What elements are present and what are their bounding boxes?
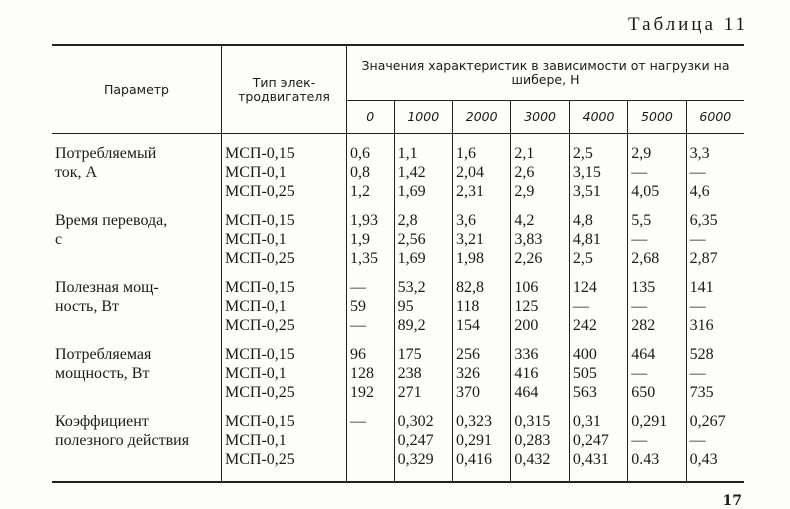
header-load: 1000 <box>394 101 452 134</box>
value-cell: 6,35 <box>689 212 718 229</box>
value-cell: 1,1 <box>394 144 452 163</box>
header-param: Параметр <box>52 45 222 134</box>
value-cell: 650 <box>628 383 686 402</box>
param-cell: Потребляемый <box>52 144 222 163</box>
value-cell: — <box>689 365 706 382</box>
value-cell: 106 <box>511 278 569 297</box>
value-cell: 0,43 <box>689 451 718 468</box>
motor-cell: МСП-0,25 <box>222 383 347 402</box>
value-cell: 2,8 <box>394 211 452 230</box>
value-cell: — <box>347 278 395 297</box>
value-cell: 0.43 <box>628 450 686 469</box>
value-cell: 0,291 <box>452 431 510 450</box>
value-cell: 2,68 <box>628 249 686 268</box>
value-cell: 336 <box>511 345 569 364</box>
value-cell: 0,267 <box>689 413 726 430</box>
param-cell: полезного действия <box>52 431 222 450</box>
value-cell: — <box>628 230 686 249</box>
table-row <box>52 316 744 335</box>
value-cell: 271 <box>394 383 452 402</box>
characteristics-table <box>52 44 744 483</box>
value-cell: 3,51 <box>569 182 627 201</box>
table-row <box>52 297 744 316</box>
value-cell: 1,2 <box>347 182 395 201</box>
value-cell: 2,5 <box>569 144 627 163</box>
value-cell: 326 <box>452 364 510 383</box>
value-cell: 505 <box>569 364 627 383</box>
value-cell: 125 <box>511 297 569 316</box>
header-load: 5000 <box>628 101 686 134</box>
value-cell: 400 <box>569 345 627 364</box>
value-cell: 192 <box>347 383 395 402</box>
param-cell <box>52 249 222 268</box>
value-cell: 4,81 <box>569 230 627 249</box>
table-row <box>52 211 744 230</box>
value-cell: 1,69 <box>394 182 452 201</box>
value-cell: 4,6 <box>689 183 710 200</box>
value-cell: 89,2 <box>394 316 452 335</box>
param-cell <box>52 383 222 402</box>
value-cell: 528 <box>689 346 714 363</box>
value-cell: 1,93 <box>347 211 395 230</box>
value-cell: 141 <box>689 279 714 296</box>
value-cell: 2,9 <box>628 144 686 163</box>
value-cell: 2,87 <box>689 250 718 267</box>
value-cell: 96 <box>347 345 395 364</box>
value-cell: 563 <box>569 383 627 402</box>
param-cell: мощность, Вт <box>52 364 222 383</box>
value-cell: — <box>689 432 706 449</box>
value-cell: 416 <box>511 364 569 383</box>
value-cell: — <box>689 298 706 315</box>
table-row <box>52 345 744 364</box>
motor-cell: МСП-0,25 <box>222 450 347 469</box>
param-cell: Коэффициент <box>52 412 222 431</box>
motor-cell: МСП-0,1 <box>222 230 347 249</box>
value-cell: 128 <box>347 364 395 383</box>
value-cell: 0,247 <box>569 431 627 450</box>
header-load: 2000 <box>452 101 510 134</box>
table-row <box>52 249 744 268</box>
value-cell: — <box>569 297 627 316</box>
table-body <box>52 134 744 483</box>
table-row <box>52 450 744 469</box>
motor-cell: МСП-0,15 <box>222 412 347 431</box>
value-cell: 0,247 <box>394 431 452 450</box>
motor-cell: МСП-0,1 <box>222 431 347 450</box>
value-cell: 0,8 <box>347 163 395 182</box>
table-row <box>52 278 744 297</box>
value-cell: 0,432 <box>511 450 569 469</box>
value-cell: 95 <box>394 297 452 316</box>
motor-cell: МСП-0,25 <box>222 316 347 335</box>
value-cell: 118 <box>452 297 510 316</box>
value-cell: — <box>628 163 686 182</box>
value-cell: 2,1 <box>511 144 569 163</box>
param-cell: Время перевода, <box>52 211 222 230</box>
motor-cell: МСП-0,15 <box>222 278 347 297</box>
table-row <box>52 163 744 182</box>
table-row <box>52 364 744 383</box>
value-cell: 0,283 <box>511 431 569 450</box>
value-cell: — <box>347 316 395 335</box>
value-cell: 2,31 <box>452 182 510 201</box>
value-cell: 1,35 <box>347 249 395 268</box>
header-motor: Тип элек- тродвигателя <box>222 45 347 134</box>
param-cell: ность, Вт <box>52 297 222 316</box>
table-row <box>52 182 744 201</box>
value-cell: 1,98 <box>452 249 510 268</box>
value-cell: 2,6 <box>511 163 569 182</box>
value-cell: 0,291 <box>628 412 686 431</box>
value-cell <box>347 431 395 450</box>
value-cell: 1,42 <box>394 163 452 182</box>
value-cell: 464 <box>628 345 686 364</box>
value-cell: 238 <box>394 364 452 383</box>
value-cell: — <box>689 164 706 181</box>
value-cell: 1,9 <box>347 230 395 249</box>
value-cell: 135 <box>628 278 686 297</box>
value-cell: 200 <box>511 316 569 335</box>
value-cell: 2,9 <box>511 182 569 201</box>
header-load: 6000 <box>686 101 744 134</box>
value-cell: 1,6 <box>452 144 510 163</box>
param-cell: ток, А <box>52 163 222 182</box>
value-cell: 3,15 <box>569 163 627 182</box>
value-cell: 3,21 <box>452 230 510 249</box>
value-cell: 2,04 <box>452 163 510 182</box>
motor-cell: МСП-0,25 <box>222 249 347 268</box>
table-caption: Таблица 11 <box>627 14 748 35</box>
param-cell <box>52 316 222 335</box>
value-cell: — <box>628 364 686 383</box>
value-cell: 2,56 <box>394 230 452 249</box>
param-cell: Полезная мощ- <box>52 278 222 297</box>
value-cell: 0,431 <box>569 450 627 469</box>
value-cell: 124 <box>569 278 627 297</box>
value-cell <box>347 450 395 469</box>
motor-cell: МСП-0,1 <box>222 297 347 316</box>
motor-cell: МСП-0,1 <box>222 163 347 182</box>
value-cell: 3,83 <box>511 230 569 249</box>
value-cell: — <box>347 412 395 431</box>
value-cell: — <box>628 297 686 316</box>
motor-cell: МСП-0,15 <box>222 144 347 163</box>
page-number: 17 <box>722 493 742 509</box>
value-cell: 0,416 <box>452 450 510 469</box>
value-cell: — <box>628 431 686 450</box>
value-cell: 2,5 <box>569 249 627 268</box>
motor-cell: МСП-0,15 <box>222 211 347 230</box>
value-cell: 175 <box>394 345 452 364</box>
table-row <box>52 412 744 431</box>
value-cell: 735 <box>689 384 714 401</box>
value-cell: 242 <box>569 316 627 335</box>
value-cell: 59 <box>347 297 395 316</box>
value-cell: 0,302 <box>394 412 452 431</box>
value-cell: 0,31 <box>569 412 627 431</box>
value-cell: 4,05 <box>628 182 686 201</box>
value-cell: 5,5 <box>628 211 686 230</box>
value-cell: 0,323 <box>452 412 510 431</box>
value-cell: 53,2 <box>394 278 452 297</box>
param-cell: Потребляемая <box>52 345 222 364</box>
param-cell: с <box>52 230 222 249</box>
value-cell: 154 <box>452 316 510 335</box>
value-cell: 0,315 <box>511 412 569 431</box>
value-cell: 282 <box>628 316 686 335</box>
value-cell: 0,6 <box>347 144 395 163</box>
param-cell <box>52 182 222 201</box>
header-load: 0 <box>347 101 395 134</box>
value-cell: 4,2 <box>511 211 569 230</box>
header-values: Значения характеристик в зависимости от нагрузки на шибере, Н <box>347 45 745 101</box>
table-row <box>52 144 744 163</box>
value-cell: 2,26 <box>511 249 569 268</box>
table-row <box>52 431 744 450</box>
value-cell: 3,3 <box>689 145 710 162</box>
table-row <box>52 230 744 249</box>
value-cell: 0,329 <box>394 450 452 469</box>
motor-cell: МСП-0,1 <box>222 364 347 383</box>
value-cell: 464 <box>511 383 569 402</box>
value-cell: 256 <box>452 345 510 364</box>
param-cell <box>52 450 222 469</box>
value-cell: 82,8 <box>452 278 510 297</box>
motor-cell: МСП-0,15 <box>222 345 347 364</box>
value-cell: 370 <box>452 383 510 402</box>
motor-cell: МСП-0,25 <box>222 182 347 201</box>
value-cell: 3,6 <box>452 211 510 230</box>
value-cell: 1,69 <box>394 249 452 268</box>
value-cell: — <box>689 231 706 248</box>
header-load: 4000 <box>569 101 627 134</box>
table-row <box>52 383 744 402</box>
value-cell: 4,8 <box>569 211 627 230</box>
header-load: 3000 <box>511 101 569 134</box>
value-cell: 316 <box>689 317 714 334</box>
